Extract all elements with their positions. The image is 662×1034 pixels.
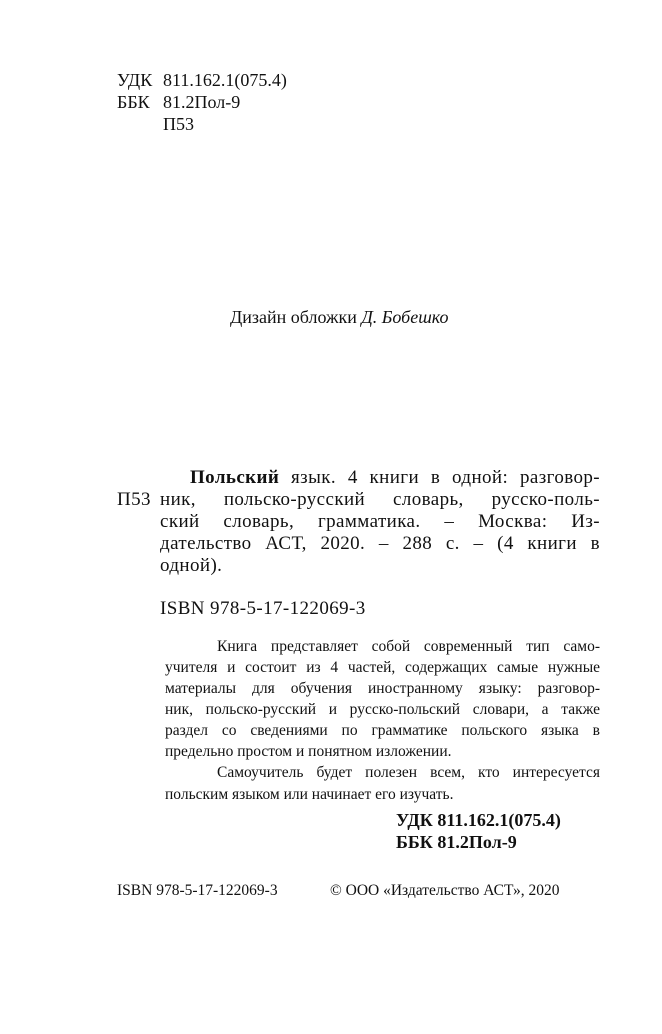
catalog-isbn: ISBN 978-5-17-122069-3 — [160, 598, 366, 619]
footer-copyright: © ООО «Издательство АСТ», 2020 — [330, 882, 560, 899]
cover-design-credit — [230, 307, 449, 328]
catalog-line-5: одной). — [160, 555, 223, 576]
udk-code: 811.162.1(075.4) — [163, 70, 287, 90]
annotation-line: учителя и состоит из 4 частей, содержащих самые нужные — [165, 659, 600, 676]
bbk-code: 81.2Пол-9 — [163, 92, 241, 112]
bold-bbk: ББК 81.2Пол-9 — [396, 832, 517, 852]
annotation-line: польским языком или начинает его изучать. — [165, 786, 454, 803]
catalog-text: язык. 4 книги в одной: разговор- — [279, 467, 600, 488]
annotation-line: Самоучитель будет полезен всем, кто интересуется — [217, 764, 600, 781]
annotation-line: Книга представляет собой современный тип само- — [217, 638, 600, 655]
footer-isbn: ISBN 978-5-17-122069-3 — [117, 882, 278, 899]
catalog-line-4: дательство АСТ, 2020. – 288 с. – (4 книги в — [160, 533, 600, 554]
catalog-line-1 — [190, 467, 600, 489]
author-mark: П53 — [163, 114, 194, 134]
annotation-line: материалы для обучения иностранному языку: разговор- — [165, 680, 600, 697]
bold-udk: УДК 811.162.1(075.4) — [396, 810, 561, 830]
catalog-line-3: ский словарь, грамматика. – Москва: Из- — [160, 511, 600, 532]
annotation-line: раздел со сведениями по грамматике польского языка в — [165, 722, 600, 739]
annotation-line: предельно простом и понятном изложении. — [165, 743, 452, 760]
catalog-mark: П53 — [117, 489, 151, 510]
catalog-line-2: ник, польско-русский словарь, русско-поль- — [160, 489, 600, 510]
udk-label: УДК — [117, 70, 153, 90]
catalog-title: Польский — [190, 467, 280, 488]
bbk-label: ББК — [117, 92, 150, 112]
cover-designer-name: Д. Бобешко — [361, 307, 449, 327]
cover-design-label: Дизайн обложки — [230, 307, 357, 327]
annotation-line: ник, польско-русский и русско-польский словари, а также — [165, 701, 600, 718]
